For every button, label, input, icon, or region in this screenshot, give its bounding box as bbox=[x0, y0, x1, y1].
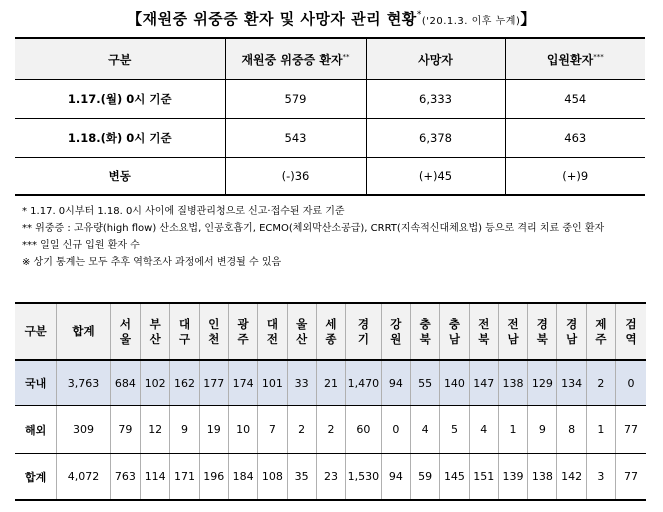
critical-change: (-)36 bbox=[225, 158, 366, 196]
header-critical-patients bbox=[225, 38, 366, 80]
header-region: 제 주 bbox=[586, 303, 615, 360]
header-critical-mark: ** bbox=[342, 52, 350, 61]
region-value: 60 bbox=[346, 406, 382, 454]
region-value: 79 bbox=[110, 406, 140, 454]
region-value: 1 bbox=[498, 406, 527, 454]
region-value: 21 bbox=[316, 360, 345, 406]
critical-value: 543 bbox=[225, 119, 366, 158]
region-value: 177 bbox=[199, 360, 228, 406]
row-label: 해외 bbox=[15, 406, 57, 454]
region-value: 94 bbox=[381, 360, 410, 406]
deaths-value: 6,378 bbox=[366, 119, 505, 158]
region-value: 2 bbox=[287, 406, 316, 454]
region-value: 129 bbox=[528, 360, 557, 406]
header-region: 경 북 bbox=[528, 303, 557, 360]
header-region: 세 종 bbox=[316, 303, 345, 360]
regional-header-row bbox=[15, 303, 646, 360]
footnote-2: ** 위중증 : 고유량(high flow) 산소요법, 인공호흡기, ECMO(체외막산소공급), CRRT(지속적신대체요법) 등으로 격리 치료 중인 환자 bbox=[22, 223, 605, 234]
region-value: 162 bbox=[170, 360, 199, 406]
deaths-change: (+)45 bbox=[366, 158, 505, 196]
header-region: 강 원 bbox=[381, 303, 410, 360]
critical-value: 579 bbox=[225, 80, 366, 119]
header-region: 광 주 bbox=[228, 303, 257, 360]
admitted-value: 463 bbox=[505, 119, 645, 158]
region-value: 1,530 bbox=[346, 454, 382, 501]
row-total-value: 4,072 bbox=[57, 454, 110, 501]
region-value: 23 bbox=[316, 454, 345, 501]
footnote-4: ※ 상기 통계는 모두 추후 역학조사 과정에서 변경될 수 있음 bbox=[22, 257, 282, 268]
region-value: 4 bbox=[469, 406, 498, 454]
admitted-value: 454 bbox=[505, 80, 645, 119]
header-total: 합계 bbox=[57, 303, 110, 360]
region-value: 2 bbox=[316, 406, 345, 454]
header-admitted-mark: *** bbox=[593, 52, 604, 61]
header-region: 검 역 bbox=[616, 303, 646, 360]
region-value: 151 bbox=[469, 454, 498, 501]
header-region: 대 구 bbox=[170, 303, 199, 360]
region-value: 7 bbox=[258, 406, 287, 454]
header-category: 구분 bbox=[15, 303, 57, 360]
region-value: 140 bbox=[440, 360, 469, 406]
title-date-range: ('20.1.3. 이후 누계) bbox=[421, 16, 521, 27]
region-value: 77 bbox=[616, 454, 646, 501]
region-value: 2 bbox=[586, 360, 615, 406]
footnote-1: * 1.17. 0시부터 1.18. 0시 사이에 질병관리청으로 신고·접수된 자료 기준 bbox=[22, 206, 345, 217]
region-value: 108 bbox=[258, 454, 287, 501]
region-value: 8 bbox=[557, 406, 586, 454]
header-region: 울 산 bbox=[287, 303, 316, 360]
region-value: 1,470 bbox=[346, 360, 382, 406]
region-value: 33 bbox=[287, 360, 316, 406]
region-value: 142 bbox=[557, 454, 586, 501]
summary-row bbox=[15, 80, 645, 119]
region-value: 9 bbox=[170, 406, 199, 454]
deaths-value: 6,333 bbox=[366, 80, 505, 119]
header-region: 대 전 bbox=[258, 303, 287, 360]
region-value: 5 bbox=[440, 406, 469, 454]
regional-row-total bbox=[15, 454, 646, 501]
summary-header-row bbox=[15, 38, 645, 80]
regional-row-domestic bbox=[15, 360, 646, 406]
region-value: 3 bbox=[586, 454, 615, 501]
row-label: 합계 bbox=[25, 470, 47, 484]
summary-table bbox=[15, 37, 645, 196]
region-value: 4 bbox=[411, 406, 440, 454]
regional-row-overseas bbox=[15, 406, 646, 454]
header-region: 충 북 bbox=[411, 303, 440, 360]
region-value: 171 bbox=[170, 454, 199, 501]
header-region: 서 울 bbox=[110, 303, 140, 360]
region-value: 684 bbox=[110, 360, 140, 406]
region-value: 0 bbox=[381, 406, 410, 454]
region-value: 184 bbox=[228, 454, 257, 501]
summary-row-change bbox=[15, 158, 645, 196]
header-region: 인 천 bbox=[199, 303, 228, 360]
row-label: 변동 bbox=[15, 158, 225, 196]
summary-row bbox=[15, 119, 645, 158]
region-value: 0 bbox=[616, 360, 646, 406]
region-value: 174 bbox=[228, 360, 257, 406]
region-value: 77 bbox=[616, 406, 646, 454]
footnote-3: *** 일일 신규 입원 환자 수 bbox=[22, 240, 140, 251]
region-value: 134 bbox=[557, 360, 586, 406]
row-label: 1.18.(화) 0시 기준 bbox=[15, 119, 225, 158]
row-label: 1.17.(월) 0시 기준 bbox=[15, 80, 225, 119]
region-value: 147 bbox=[469, 360, 498, 406]
header-admitted-label: 입원환자 bbox=[546, 52, 594, 67]
admitted-change: (+)9 bbox=[505, 158, 645, 196]
region-value: 138 bbox=[528, 454, 557, 501]
region-value: 114 bbox=[141, 454, 170, 501]
title-footnote-mark: * bbox=[416, 10, 422, 20]
header-critical-label: 재원중 위중증 환자 bbox=[241, 52, 343, 67]
page-title bbox=[0, 8, 663, 29]
region-value: 101 bbox=[258, 360, 287, 406]
header-region: 경 기 bbox=[346, 303, 382, 360]
header-deaths: 사망자 bbox=[366, 38, 505, 80]
region-value: 138 bbox=[498, 360, 527, 406]
header-region: 부 산 bbox=[141, 303, 170, 360]
region-value: 9 bbox=[528, 406, 557, 454]
header-region: 충 남 bbox=[440, 303, 469, 360]
row-total-value: 3,763 bbox=[57, 360, 110, 406]
region-value: 763 bbox=[110, 454, 140, 501]
title-close-bracket: 】 bbox=[520, 10, 536, 28]
header-region: 전 남 bbox=[498, 303, 527, 360]
region-value: 139 bbox=[498, 454, 527, 501]
region-value: 35 bbox=[287, 454, 316, 501]
region-value: 12 bbox=[141, 406, 170, 454]
region-value: 102 bbox=[141, 360, 170, 406]
region-value: 94 bbox=[381, 454, 410, 501]
region-value: 55 bbox=[411, 360, 440, 406]
title-main: 【재원중 위중증 환자 및 사망자 관리 현황 bbox=[127, 10, 417, 28]
header-admitted bbox=[505, 38, 645, 80]
footnotes bbox=[22, 203, 604, 271]
region-value: 145 bbox=[440, 454, 469, 501]
row-total-value: 309 bbox=[57, 406, 110, 454]
region-value: 196 bbox=[199, 454, 228, 501]
region-value: 59 bbox=[411, 454, 440, 501]
header-region: 경 남 bbox=[557, 303, 586, 360]
header-category: 구분 bbox=[15, 38, 225, 80]
header-region: 전 북 bbox=[469, 303, 498, 360]
region-value: 10 bbox=[228, 406, 257, 454]
region-value: 1 bbox=[586, 406, 615, 454]
region-value: 19 bbox=[199, 406, 228, 454]
regional-table bbox=[15, 302, 646, 501]
row-label: 국내 bbox=[15, 360, 57, 406]
